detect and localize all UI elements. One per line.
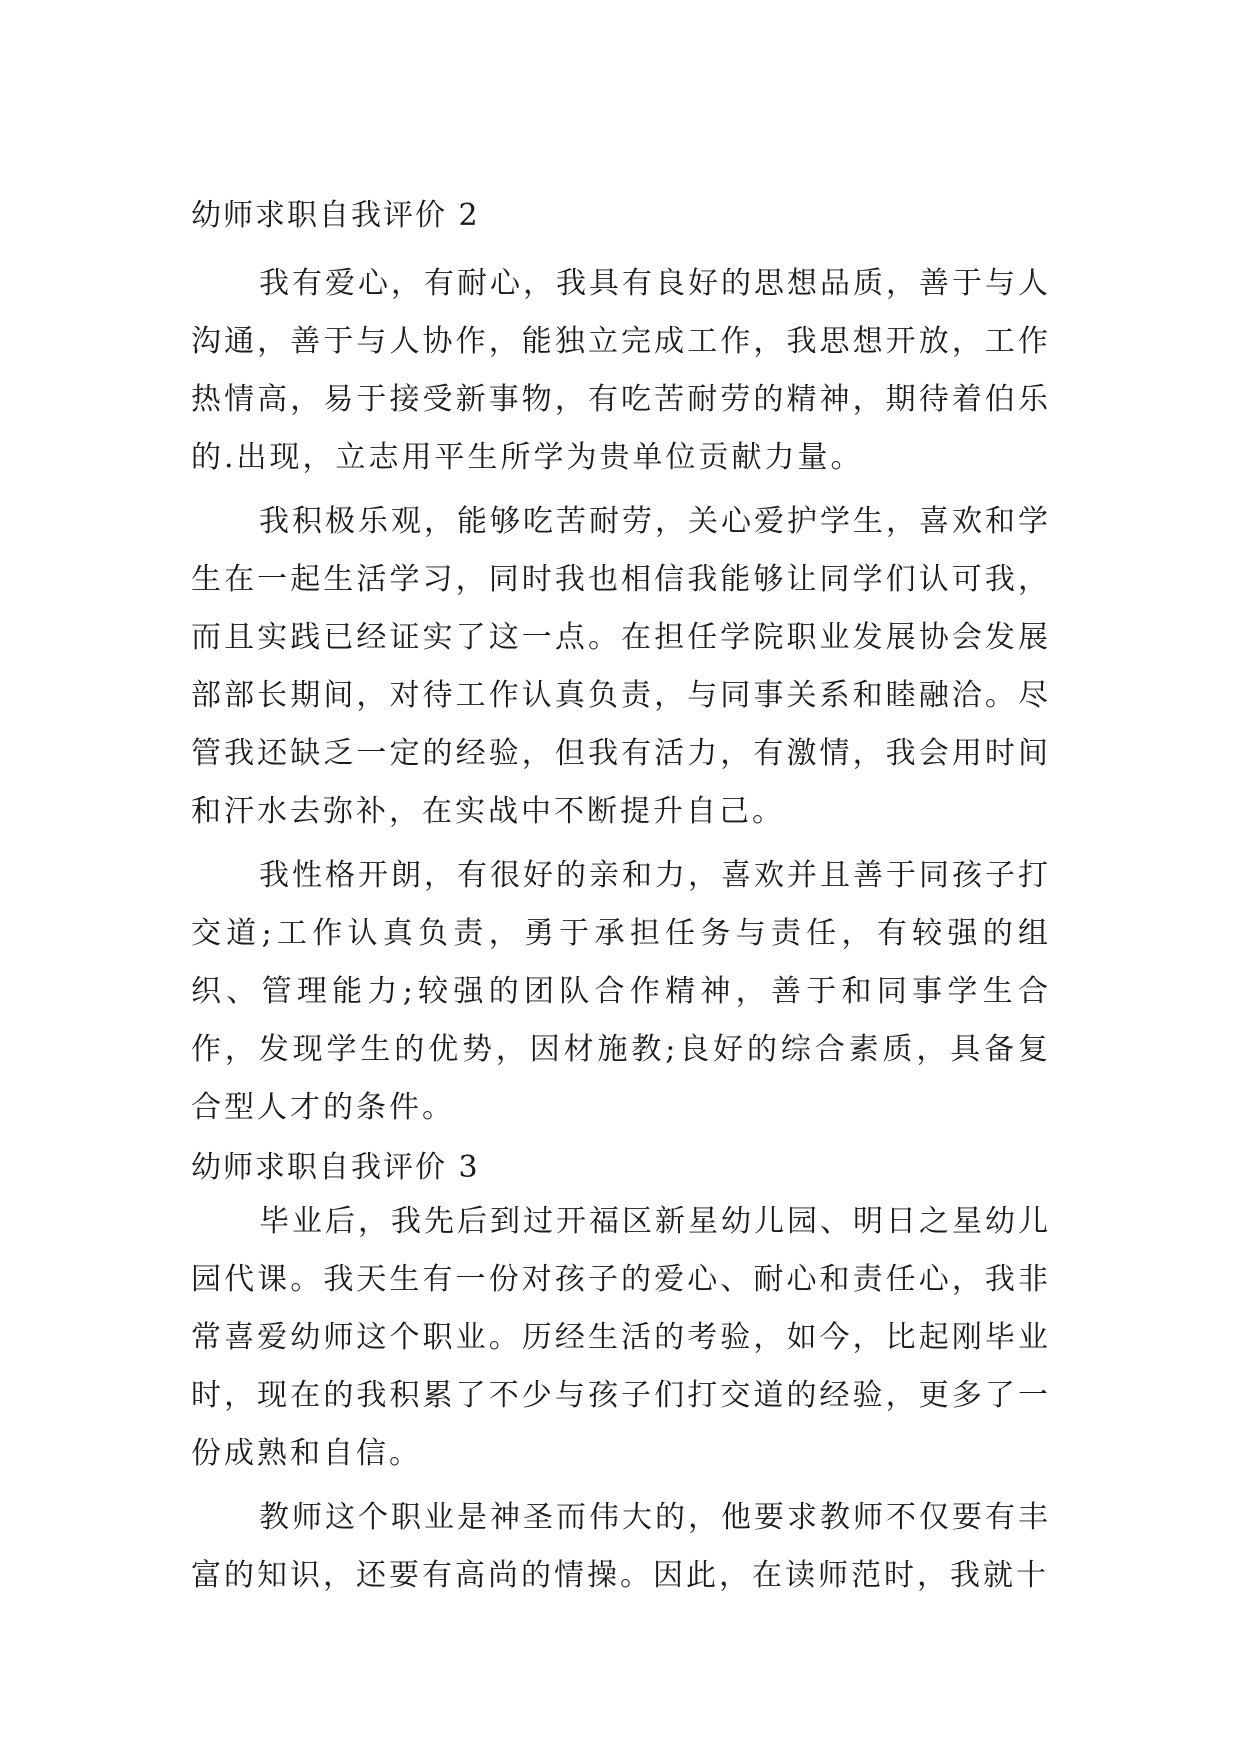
section-heading-3: 幼师求职自我评价 3 (191, 1150, 480, 1185)
document-body (191, 161, 1051, 1611)
section-3-paragraph-2: 教师这个职业是神圣而伟大的，他要求教师不仅要有丰富的知识，还要有高尚的情操。因此，在读师范时，我就十 (191, 1500, 1051, 1593)
section-2-paragraph-3: 我性格开朗，有很好的亲和力，喜欢并且善于同孩子打交道;工作认真负责，勇于承担任务与责任，有较强的组织、管理能力;较强的团队合作精神，善于和同事学生合作，发现学生的优势，因材施教;良好的综合素质，具备复合型人才的条件。 (191, 858, 1051, 1125)
section-3-paragraph-1: 毕业后，我先后到过开福区新星幼儿园、明日之星幼儿园代课。我天生有一份对孩子的爱心、耐心和责任心，我非常喜爱幼师这个职业。历经生活的考验，如今，比起刚毕业时，现在的我积累了不少与孩子们打交道的经验，更多了一份成熟和自信。 (191, 1204, 1051, 1471)
section-heading-2: 幼师求职自我评价 2 (191, 198, 480, 233)
section-2-paragraph-2: 我积极乐观，能够吃苦耐劳，关心爱护学生，喜欢和学生在一起生活学习，同时我也相信我能够让同学们认可我，而且实践已经证实了这一点。在担任学院职业发展协会发展部部长期间，对待工作认真负责，与同事关系和睦融洽。尽管我还缺乏一定的经验，但我有活力，有激情，我会用时间和汗水去弥补，在实战中不断提升自己。 (191, 504, 1051, 829)
section-2-paragraph-1: 我有爱心，有耐心，我具有良好的思想品质，善于与人沟通，善于与人协作，能独立完成工作，我思想开放，工作热情高，易于接受新事物，有吃苦耐劳的精神，期待着伯乐的.出现，立志用平生所学为贵单位贡献力量。 (191, 266, 1051, 475)
